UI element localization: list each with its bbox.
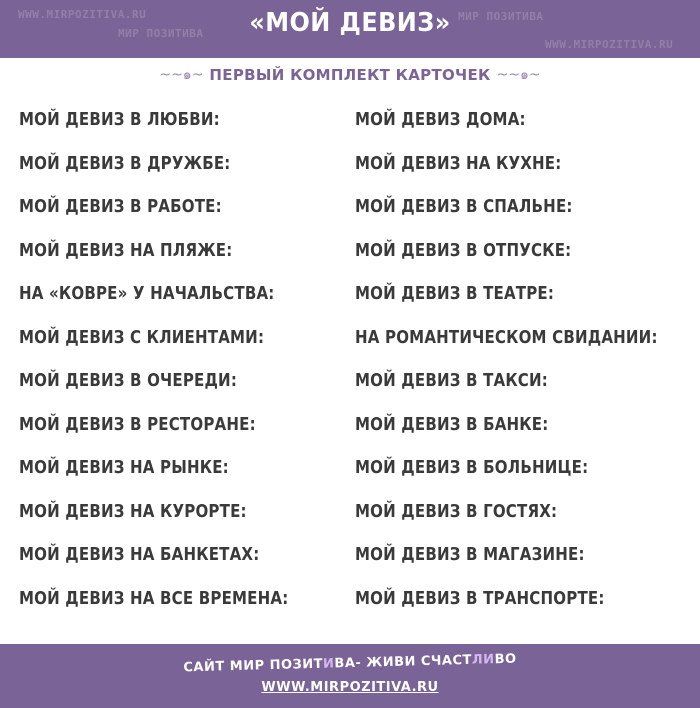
footer-slogan-highlight: И — [322, 656, 335, 672]
motto-item: МОЙ ДЕВИЗ В ДРУЖБЕ: — [19, 153, 231, 174]
flourish-right-icon: ~~๑~ — [496, 67, 541, 83]
motto-item: МОЙ ДЕВИЗ В РАБОТЕ: — [19, 197, 222, 217]
motto-item: МОЙ ДЕВИЗ НА КУРОРТЕ: — [19, 501, 247, 522]
motto-item: МОЙ ДЕВИЗ В ОЧЕРЕДИ: — [19, 371, 238, 391]
motto-item: НА «КОВРЕ» У НАЧАЛЬСТВА: — [19, 284, 275, 304]
watermark-text: WWW.MIRPOZITIVA.RU — [545, 38, 674, 51]
motto-item: МОЙ ДЕВИЗ НА ВСЕ ВРЕМЕНА: — [19, 588, 289, 609]
motto-item: МОЙ ДЕВИЗ В ЛЮБВИ: — [19, 110, 220, 130]
footer-slogan-part: САЙТ МИР ПОЗИТ — [183, 656, 324, 676]
motto-item: МОЙ ДЕВИЗ НА КУХНЕ: — [355, 153, 562, 174]
motto-item: МОЙ ДЕВИЗ ДОМА: — [355, 110, 526, 130]
watermark-text: МИР ПОЗИТИВА — [118, 27, 204, 40]
motto-item: МОЙ ДЕВИЗ В БОЛЬНИЦЕ: — [355, 458, 589, 478]
motto-item: МОЙ ДЕВИЗ В РЕСТОРАНЕ: — [19, 414, 256, 435]
header-banner — [0, 0, 700, 58]
motto-item: МОЙ ДЕВИЗ В ОТПУСКЕ: — [355, 240, 572, 261]
subtitle-row — [0, 64, 700, 86]
motto-item: МОЙ ДЕВИЗ В БАНКЕ: — [355, 414, 549, 435]
page-title: «МОЙ ДЕВИЗ» — [249, 8, 451, 38]
footer-url-link[interactable]: WWW.MIRPOZITIVA.RU — [261, 680, 439, 695]
motto-item: НА РОМАНТИЧЕСКОМ СВИДАНИИ: — [355, 327, 658, 348]
footer-banner — [0, 644, 700, 708]
subtitle: ПЕРВЫЙ КОМПЛЕКТ КАРТОЧЕК — [209, 66, 491, 84]
footer-slogan-part: ВА- ЖИВИ СЧАСТ — [334, 652, 473, 672]
watermark-text: WWW.MIRPOZITIVA.RU — [18, 8, 147, 21]
motto-item: МОЙ ДЕВИЗ В ТАКСИ: — [355, 371, 548, 391]
motto-item: МОЙ ДЕВИЗ НА ПЛЯЖЕ: — [19, 240, 233, 261]
motto-item: МОЙ ДЕВИЗ В ГОСТЯХ: — [355, 501, 558, 522]
footer-slogan-highlight: И — [483, 652, 495, 668]
motto-item: МОЙ ДЕВИЗ С КЛИЕНТАМИ: — [19, 327, 265, 348]
footer-slogan — [0, 647, 700, 680]
motto-item: МОЙ ДЕВИЗ В МАГАЗИНЕ: — [355, 545, 585, 565]
flourish-left-icon: ~~๑~ — [159, 67, 204, 83]
motto-item: МОЙ ДЕВИЗ В ТЕАТРЕ: — [355, 284, 555, 304]
watermark-text: МИР ПОЗИТИВА — [458, 10, 544, 23]
motto-item: МОЙ ДЕВИЗ В СПАЛЬНЕ: — [355, 197, 573, 217]
motto-item: МОЙ ДЕВИЗ НА БАНКЕТАХ: — [19, 545, 260, 565]
motto-item: МОЙ ДЕВИЗ НА РЫНКЕ: — [19, 458, 229, 478]
motto-list — [19, 108, 699, 633]
motto-item: МОЙ ДЕВИЗ В ТРАНСПОРТЕ: — [355, 588, 605, 609]
footer-slogan-highlight: Л — [471, 652, 484, 668]
footer-slogan-part: ВО — [494, 651, 517, 668]
